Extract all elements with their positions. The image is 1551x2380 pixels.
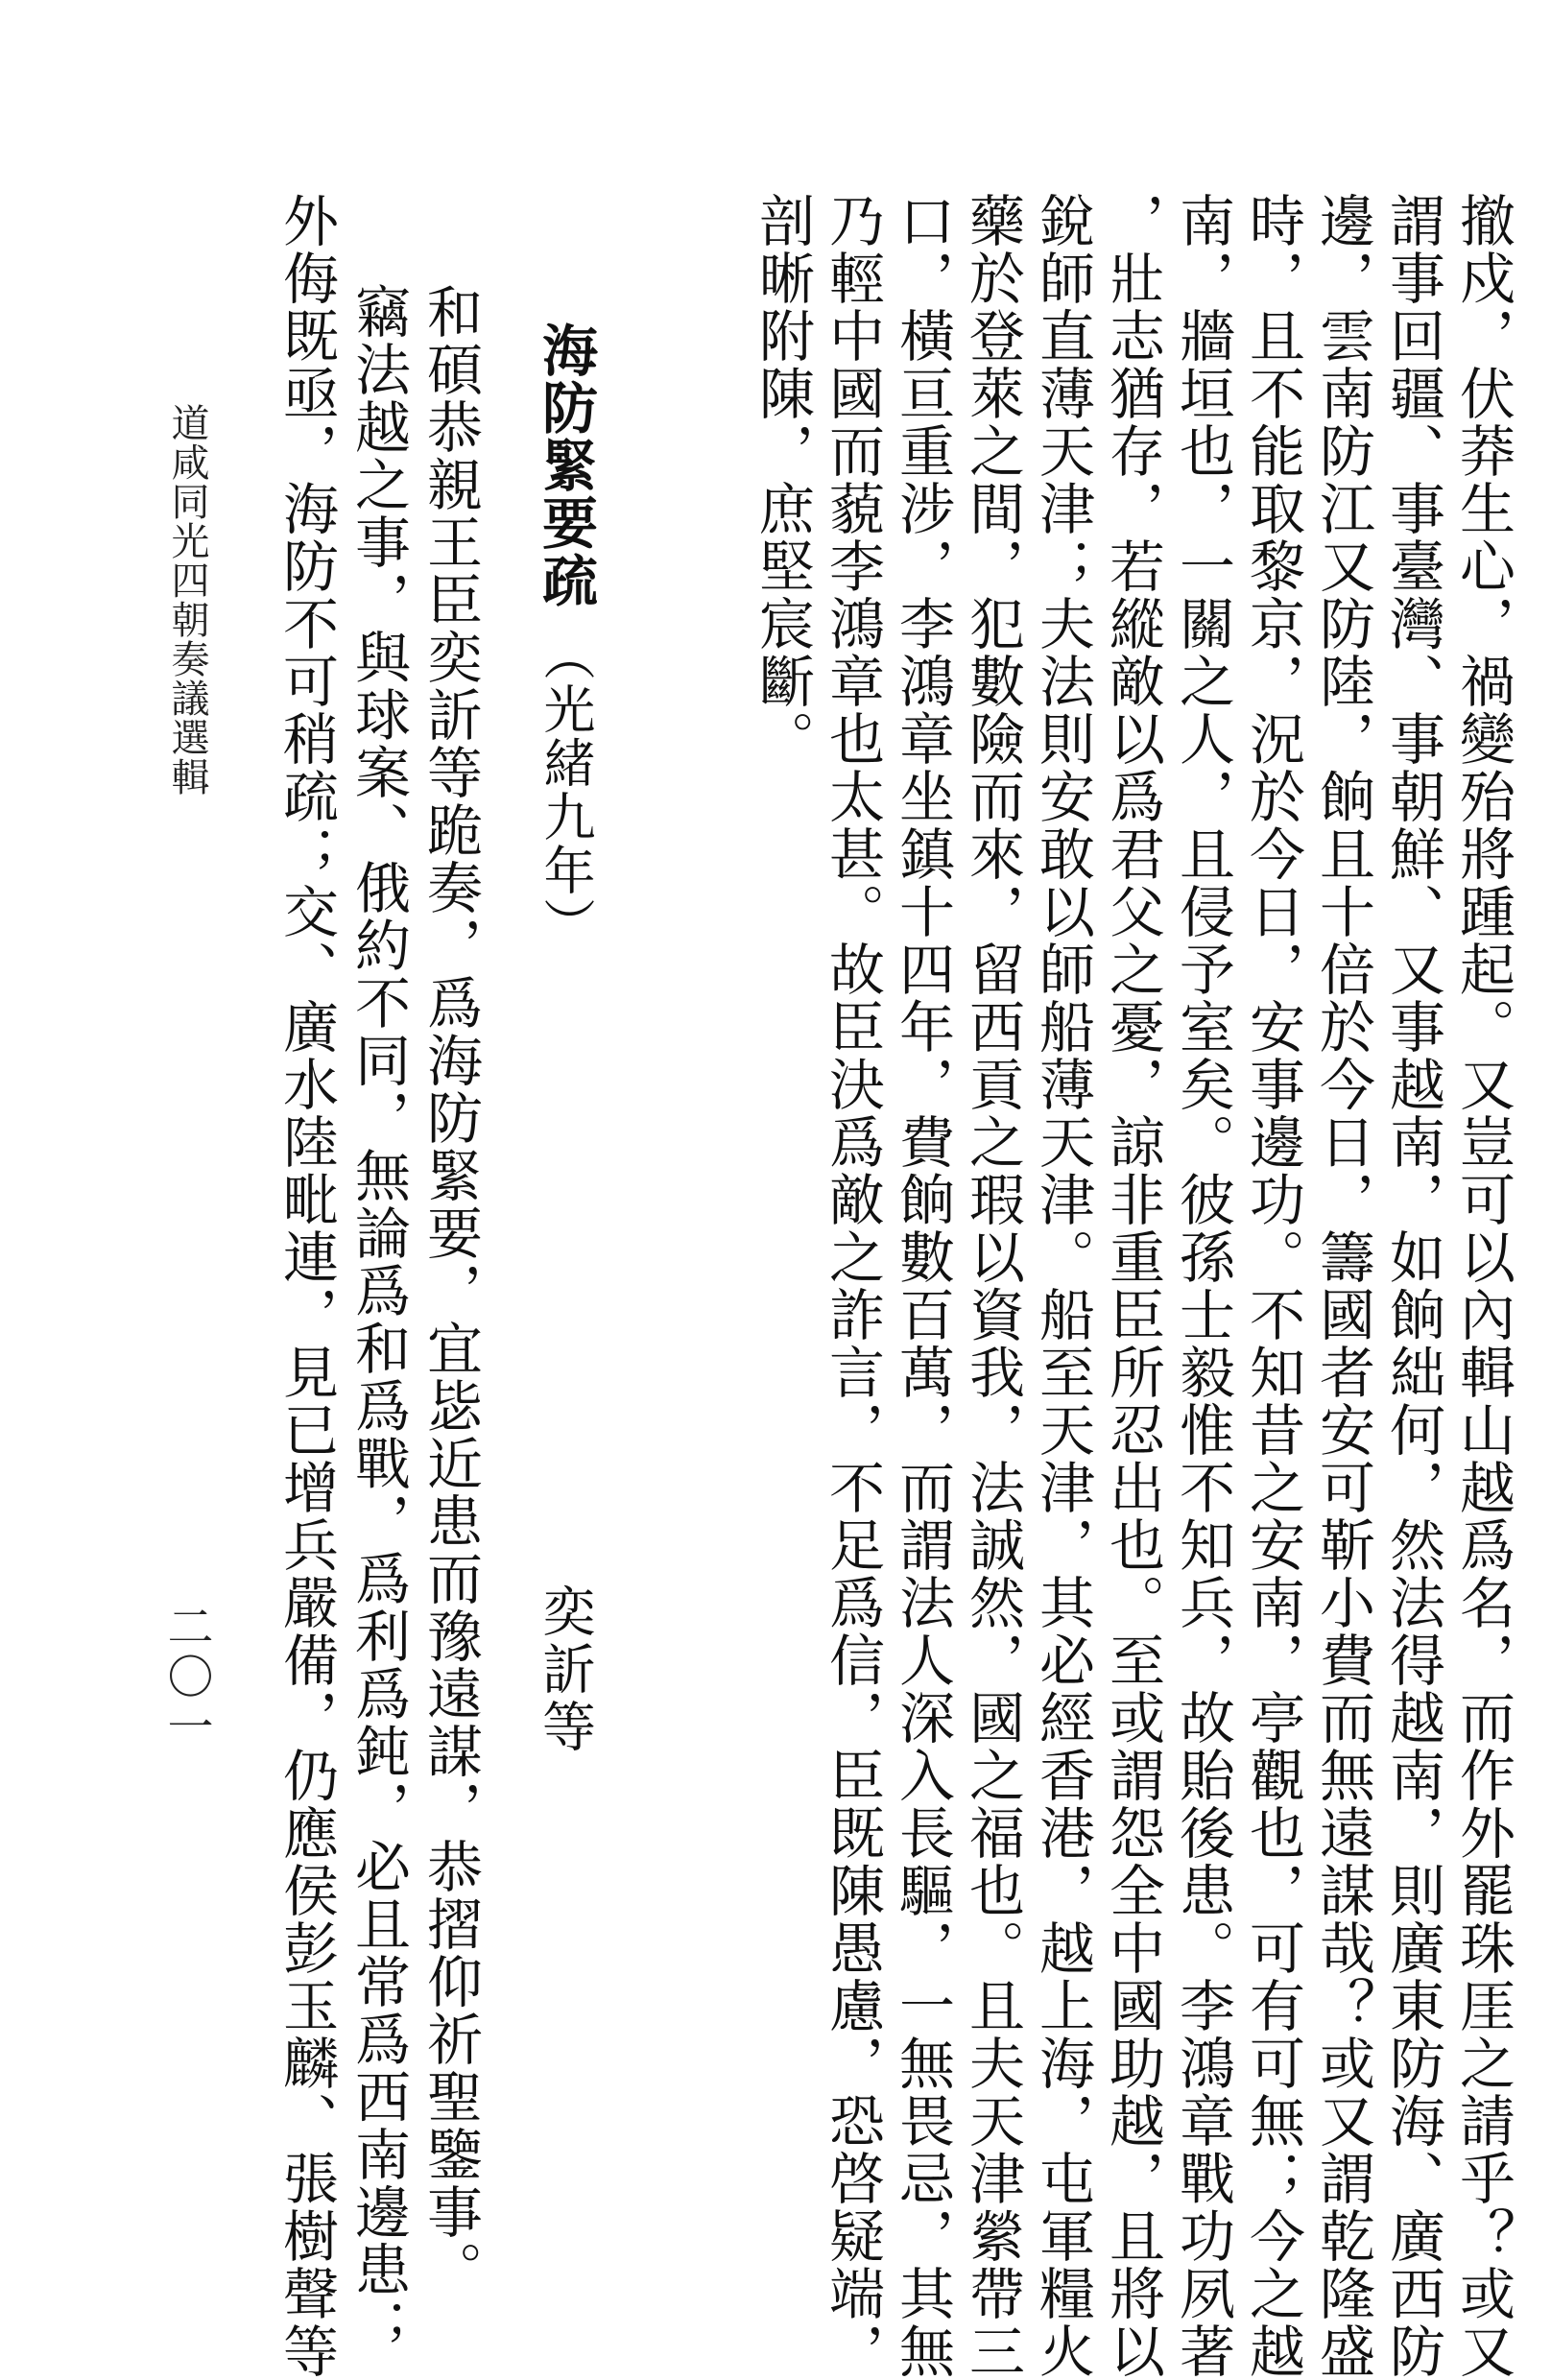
text-column: 和碩恭親王臣奕訢等跪奏，爲海防緊要，宜毖近患而豫遠謀，恭摺仰祈聖鑒事。: [418, 283, 483, 2298]
text-column: 時，且不能取黎京，況於今日，安事邊功。不知昔之安南，亭觀也，可有可無；今之越: [1240, 192, 1305, 2380]
text-column: 剖晰附陳，庶堅宸斷。: [750, 192, 815, 768]
text-column: 竊法越之事，與球案、俄約不同，無論爲和爲戰，爲利爲鈍，必且常爲西南邊患；: [346, 283, 411, 2356]
text-column: 口，橫亘重涉，李鴻章坐鎮十四年，費餉數百萬，而謂法人深入長驅，一無畏忌，其無: [890, 192, 955, 2380]
running-header: 道咸同光四朝奏議選輯: [165, 403, 209, 797]
text-column: 藥於登萊之間，犯數險而來，留西貢之瑕以資我，法誠然，國之福也。且夫天津縈帶三: [960, 192, 1025, 2380]
text-column: 邊，雲南防江又防陸，餉且十倍於今日，籌國者安可靳小費而無遠謀哉？或又謂乾隆盛: [1310, 192, 1375, 2380]
memorial-author: 奕訢等: [534, 1583, 596, 1756]
text-column: 謂事回疆、事臺灣、事朝鮮、又事越南，如餉絀何，然法得越南，則廣東防海、廣西防: [1380, 192, 1445, 2380]
text-column: 南，牆垣也，一關之人，且侵予室矣。彼孫士毅惟不知兵，故貽後患。李鴻章戰功夙著: [1170, 192, 1235, 2380]
page-number: 二〇一: [159, 1603, 213, 1752]
text-column: 外侮既亟，海防不可稍疏；交、廣水陸毗連，見已增兵嚴備，仍應侯彭玉麟、張樹聲等: [274, 192, 339, 2380]
text-column: 乃輕中國而藐李鴻章也太甚。故臣決爲敵之詐言，不足爲信，臣既陳愚慮，恐啓疑端，: [820, 192, 885, 2380]
memorial-heading: [533, 321, 598, 951]
memorial-date: （光緒九年）: [536, 629, 596, 951]
memorial-title: 海防緊要疏: [533, 321, 598, 609]
text-column: 銳師直薄天津；夫法則安敢以師船薄天津。船至天津，其必經香港，越上海，屯軍糧火: [1030, 192, 1095, 2380]
text-column: ，壯志猶存，若縱敵以爲君父之憂，諒非重臣所忍出也。至或謂怨全中國助越，且將以: [1100, 192, 1165, 2380]
text-column: 撤戍，伏莽生心，禍變殆將踵起。又豈可以內輯山越爲名，而作外罷珠厓之請乎？或又: [1450, 192, 1515, 2380]
